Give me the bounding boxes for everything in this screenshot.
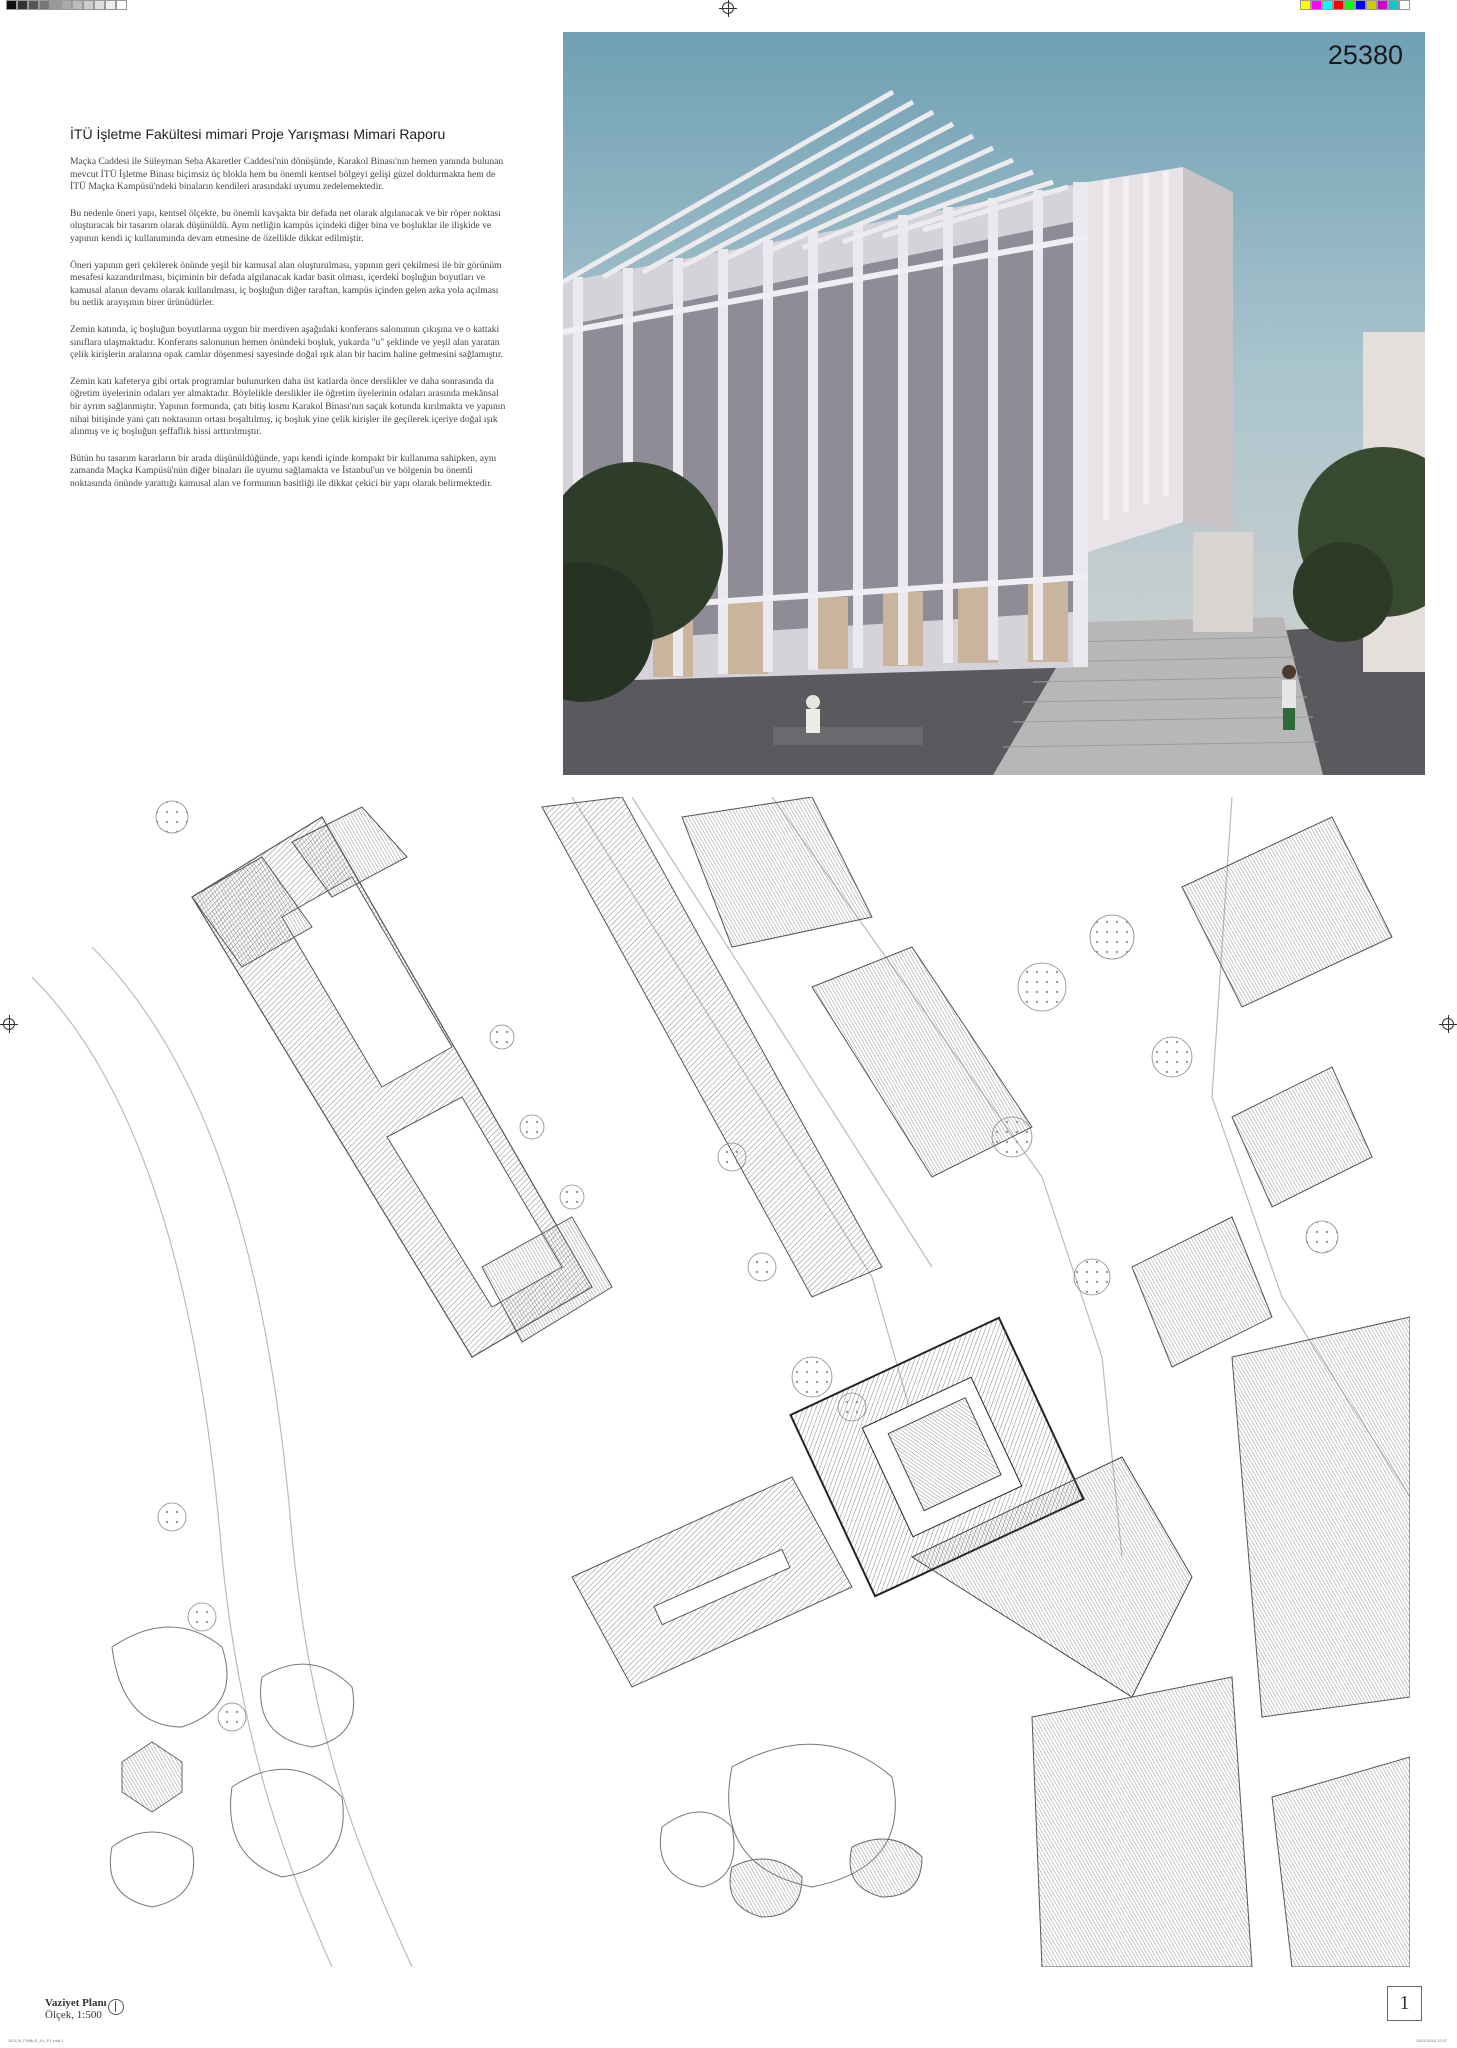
report-paragraph: Bütün bu tasarım kararların bir arada düşünüldüğünde, yapı kendi içinde kompakt bir kullanıma sahipken, aynı zamanda Maçka Kampüsü'nün diğer binaları ile uyumu sağlamakta ve İstanbul'un ve bölgenin bu önemli noktasında önünde yarattığı kamusal alan ve formunun basitliği ile dikkat çekici bir yapı olarak belirmektedir.: [70, 452, 497, 489]
report-paragraph: Maçka Caddesi ile Süleyman Seba Akaretler Caddesi'nin dönüşünde, Karakol Binası'nın hemen yanında bulunan mevcut İTÜ İşletme Binası biçimsiz üç blokla hem bu önemli kentsel bölgeyi gelişi güzel doldurmakta hem de İTÜ Maçka Kampüsü'ndeki binaların kendileri arasındaki uyumu zedelemektedir.: [70, 156, 504, 193]
site-plan-illustration: [32, 797, 1410, 1967]
report-paragraph: Zemin katı kafeterya gibi ortak programlar bulunurken daha üst katlarda önce derslikler ve daha sonrasında da öğretim üyelerinin odaları yer almaktadır. Böylelikle derslikler ile öğretim üyelerinin odaları arasında mekânsal bir ayrım sağlanmıştır. Yapının formunda, çatı bitiş kısmı Karakol Binası'nın saçak kotunda kırılmakta ve yapının nihai bitişinde yani çatı noktasının ortası boşaltılmış, iç boşluk yine çelik kirişler ile geçilerek içeriye doğal ışık alınmış ve iç boşluğun şeffaflık hissi arttırılmıştır.: [70, 375, 506, 438]
report-paragraph: Öneri yapının geri çekilerek önünde yeşil bir kamusal alan oluşturulması, yapının geri çekilmesi ile bir görünüm mesafesi kazandırılması, biçiminin bir defada algılanacak kadar basit olması, içerdeki boşluğun boyutları ve kamusal alanın devamı olarak kullanılması, iç boşluğun diğer taraftan, kampüs içinden gelen arka yola açılması bu netlik arayışının birer ürünüdürler.: [70, 259, 502, 309]
plan-title: Vaziyet Planı: [45, 1997, 107, 2009]
registration-mark-left: [3, 1018, 15, 1030]
footer-timestamp: 26/11/2016 12:07: [1416, 2038, 1447, 2043]
page-number: 1: [1387, 1986, 1422, 2021]
north-arrow-icon: [108, 1999, 124, 2015]
perspective-render: [563, 32, 1425, 775]
registration-mark-top: [722, 2, 734, 14]
architectural-report: [70, 126, 506, 504]
report-title: İTÜ İşletme Fakültesi mimari Proje Yarışması Mimari Raporu: [70, 126, 446, 142]
footer-file-info: 161126_FINBLE_A1_P1.indd 1: [8, 2038, 64, 2043]
report-paragraph: Zemin katında, iç boşluğun boyutlarına uygun bir merdiven aşağıdaki konferans salonunun çıkışına ve o kattaki sınıflara ulaşmaktadır. Konferans salonunun hemen önündeki boşluk, yukarda "u" şeklinde ve yeşil alan yaratan çelik kirişlerin aralarına opak camlar döşenmesi sayesinde doğal ışık alan bir hacim haline gelmesini sağlamıştır.: [70, 323, 503, 361]
plan-scale: Ölçek, 1:500: [45, 2009, 102, 2021]
color-bar: [1300, 0, 1410, 12]
grayscale-bar: [6, 0, 127, 12]
registration-mark-right: [1442, 1018, 1454, 1030]
report-paragraph: Bu nedenle öneri yapı, kentsel ölçekte, bu önemli kavşakta bir defada net olarak algılanacak ve bir röper noktası oluşturacak bir tasarım olarak düşünüldü. Aynı netliğin kampüs içindeki diğer bina ve boşluklar ile ilişkide ve yapının kendi iç kullanımında devam etmesine de özellikle dikkat edilmiştir.: [70, 207, 501, 244]
competition-code: 25380: [1327, 40, 1403, 70]
plan-caption: [45, 1997, 107, 2021]
site-plan-drawing: [32, 797, 1410, 1967]
building-render-illustration: [563, 32, 1425, 775]
